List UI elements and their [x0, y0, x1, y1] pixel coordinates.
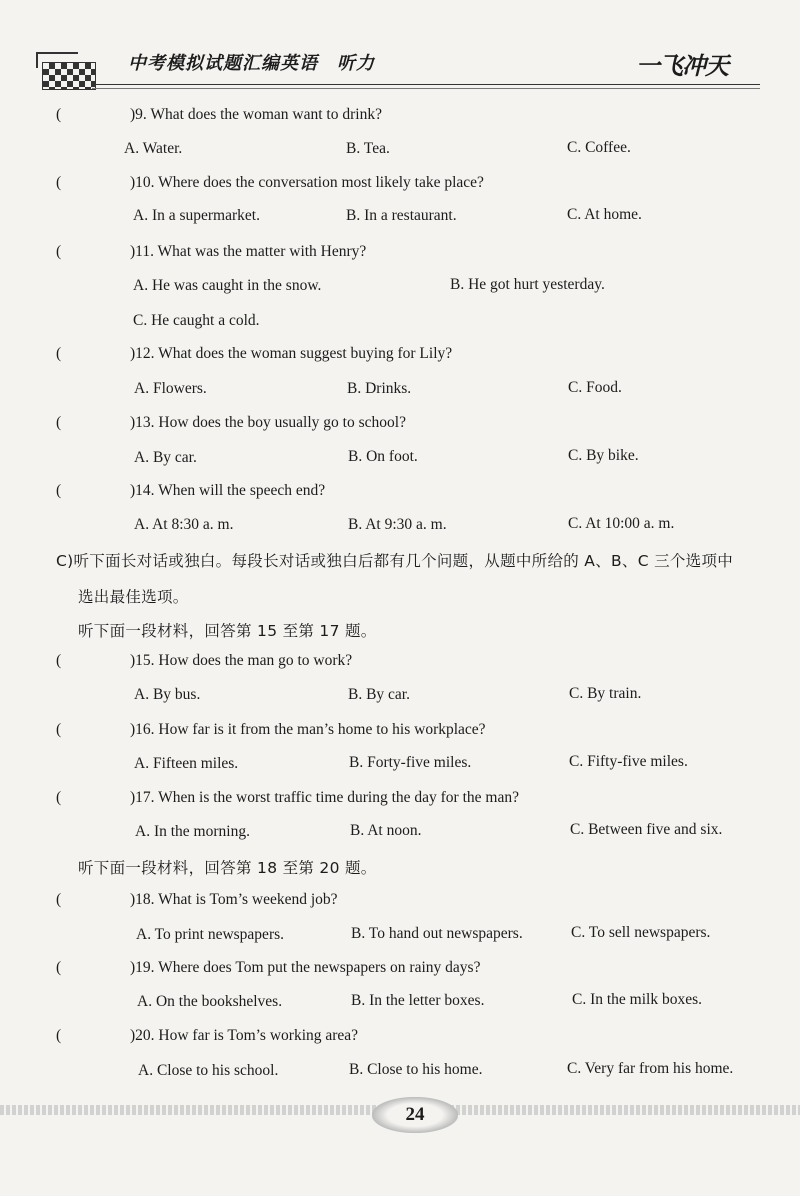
question-17: ( )17. When is the worst traffic time during the day for the man?	[56, 789, 519, 806]
option-18a: A. To print newspapers.	[136, 926, 285, 943]
option-19c: C. In the milk boxes.	[572, 991, 703, 1008]
question-9: ( )9. What does the woman want to drink?	[56, 106, 382, 123]
option-10b: B. In a restaurant.	[346, 207, 457, 224]
option-15a: A. By bus.	[134, 686, 201, 703]
question-12: ( )12. What does the woman suggest buying for Lily?	[56, 345, 453, 362]
question-13: ( )13. How does the boy usually go to school?	[56, 414, 406, 431]
option-17c: C. Between five and six.	[570, 821, 723, 838]
option-18c: C. To sell newspapers.	[571, 924, 711, 941]
option-10a: A. In a supermarket.	[133, 207, 260, 224]
option-9b: B. Tea.	[346, 140, 390, 157]
question-20: ( )20. How far is Tom’s working area?	[56, 1027, 359, 1044]
option-12a: A. Flowers.	[134, 380, 207, 397]
group-1-heading: 听下面一段材料，回答第 15 至第 17 题。	[78, 622, 377, 640]
option-19a: A. On the bookshelves.	[137, 993, 283, 1010]
option-14c: C. At 10:00 a. m.	[568, 515, 675, 532]
option-13c: C. By bike.	[568, 447, 639, 464]
checker-pattern-icon	[42, 62, 96, 90]
option-15c: C. By train.	[569, 685, 642, 702]
option-15b: B. By car.	[348, 686, 410, 703]
group-2-heading: 听下面一段材料，回答第 18 至第 20 题。	[78, 859, 377, 877]
question-18: ( )18. What is Tom’s weekend job?	[56, 891, 338, 908]
page-header	[0, 0, 800, 100]
question-19: ( )19. Where does Tom put the newspapers on rainy days?	[56, 959, 481, 976]
option-11c: C. He caught a cold.	[133, 312, 260, 329]
option-20b: B. Close to his home.	[349, 1061, 483, 1078]
option-16c: C. Fifty-five miles.	[569, 753, 688, 770]
option-18b: B. To hand out newspapers.	[351, 925, 523, 942]
option-14a: A. At 8:30 a. m.	[134, 516, 234, 533]
question-16: ( )16. How far is it from the man’s home to his workplace?	[56, 721, 486, 738]
option-19b: B. In the letter boxes.	[351, 992, 485, 1009]
option-10c: C. At home.	[567, 206, 642, 223]
question-10: ( )10. Where does the conversation most likely take place?	[56, 174, 484, 191]
option-13b: B. On foot.	[348, 448, 418, 465]
option-9a: A. Water.	[124, 140, 183, 157]
option-11b: B. He got hurt yesterday.	[450, 276, 605, 293]
question-15: ( )15. How does the man go to work?	[56, 652, 353, 669]
header-title: 中考模拟试题汇编英语 听力	[128, 53, 375, 73]
option-13a: A. By car.	[134, 449, 197, 466]
option-9c: C. Coffee.	[567, 139, 631, 156]
page-number: 24	[372, 1097, 458, 1133]
section-c-instruction: C)听下面长对话或独白。每段长对话或独白后都有几个问题，从题中所给的 A、B、C 三个选项中	[56, 552, 734, 570]
option-16a: A. Fifteen miles.	[134, 755, 239, 772]
section-c-instruction-cont: 选出最佳选项。	[78, 588, 189, 606]
option-20c: C. Very far from his home.	[567, 1060, 734, 1077]
question-11: ( )11. What was the matter with Henry?	[56, 243, 367, 260]
question-14: ( )14. When will the speech end?	[56, 482, 326, 499]
option-12c: C. Food.	[568, 379, 622, 396]
header-rule	[92, 84, 760, 85]
option-11a: A. He was caught in the snow.	[133, 277, 322, 294]
option-14b: B. At 9:30 a. m.	[348, 516, 447, 533]
option-12b: B. Drinks.	[347, 380, 412, 397]
option-17b: B. At noon.	[350, 822, 422, 839]
option-16b: B. Forty-five miles.	[349, 754, 472, 771]
option-20a: A. Close to his school.	[138, 1062, 279, 1079]
brand-logo: 一飞冲天	[636, 54, 728, 80]
option-17a: A. In the morning.	[135, 823, 250, 840]
header-rule-thin	[92, 88, 760, 89]
